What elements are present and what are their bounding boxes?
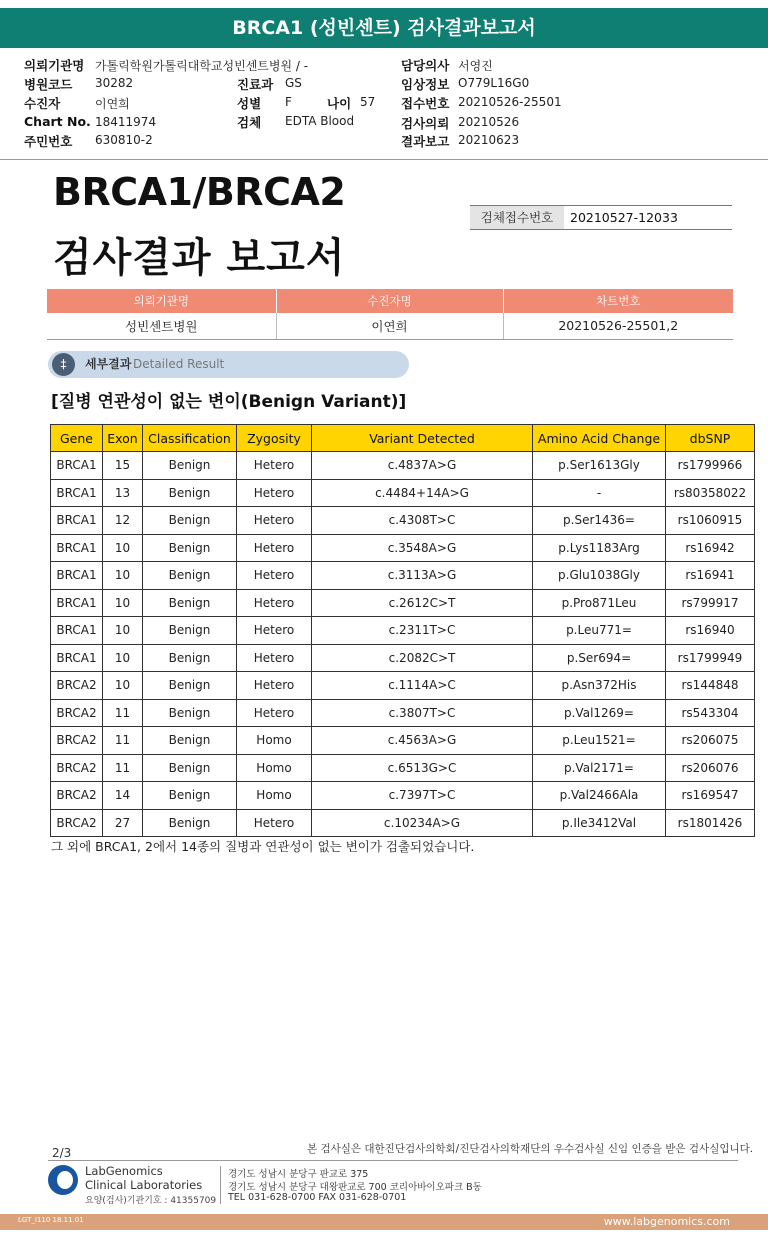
cell-variant: c.1114A>C [312,672,533,700]
variant-row [51,782,755,810]
variant-row [51,727,755,755]
company-name: LabGenomics [85,1164,163,1178]
cell-dbsnp: rs144848 [666,672,755,700]
cell-dbsnp: rs799917 [666,589,755,617]
cell-zygosity: Hetero [237,452,312,480]
cell-dbsnp: rs16940 [666,617,755,645]
col-header-institution: 의뢰기관명 [47,289,276,313]
doctor-value: 서영진 [458,59,493,73]
cell-amino-acid: p.Lys1183Arg [533,534,666,562]
cell-dbsnp: rs16942 [666,534,755,562]
cell-classification: Benign [143,534,237,562]
cell-institution: 성빈센트병원 [47,313,276,339]
cell-patient: 이연희 [276,313,503,339]
cell-exon: 10 [103,617,143,645]
cell-classification: Benign [143,452,237,480]
cell-amino-acid: p.Ser1613Gly [533,452,666,480]
variant-row [51,672,755,700]
cell-dbsnp: rs543304 [666,699,755,727]
phone-fax: TEL 031-628-0700 FAX 031-628-0701 [228,1192,407,1203]
cell-gene: BRCA1 [51,479,103,507]
cell-classification: Benign [143,754,237,782]
cell-exon: 27 [103,809,143,837]
sex-label: 성별 [237,96,262,111]
dept-value: GS [285,76,302,90]
cell-gene: BRCA1 [51,507,103,535]
cell-dbsnp: rs80358022 [666,479,755,507]
cell-zygosity: Hetero [237,534,312,562]
doctor-label: 담당의사 [401,58,450,73]
cell-amino-acid: p.Val1269= [533,699,666,727]
variant-row [51,754,755,782]
sex-value: F [285,95,292,109]
cell-classification: Benign [143,782,237,810]
cell-gene: BRCA1 [51,644,103,672]
cell-zygosity: Hetero [237,479,312,507]
variant-row [51,534,755,562]
hospital-code-label: 병원코드 [24,77,73,92]
cell-variant: c.2082C>T [312,644,533,672]
cell-amino-acid: p.Val2171= [533,754,666,782]
variant-table [50,424,755,837]
cell-gene: BRCA2 [51,809,103,837]
cell-gene: BRCA1 [51,589,103,617]
cell-exon: 10 [103,562,143,590]
cell-amino-acid: p.Pro871Leu [533,589,666,617]
dept-label: 진료과 [237,77,274,92]
cell-classification: Benign [143,589,237,617]
cell-amino-acid: p.Ser1436= [533,507,666,535]
cell-classification: Benign [143,479,237,507]
cell-amino-acid: p.Ile3412Val [533,809,666,837]
receipt-label: 접수번호 [401,96,450,111]
cell-dbsnp: rs1801426 [666,809,755,837]
footer-divider [48,1160,738,1161]
cell-gene: BRCA2 [51,754,103,782]
cell-dbsnp: rs169547 [666,782,755,810]
age-label: 나이 [327,96,352,111]
cell-classification: Benign [143,507,237,535]
detail-label-en: Detailed Result [133,357,225,371]
variant-row [51,699,755,727]
cell-gene: BRCA1 [51,452,103,480]
cell-amino-acid: p.Leu1521= [533,727,666,755]
cell-variant: c.2612C>T [312,589,533,617]
cell-gene: BRCA2 [51,727,103,755]
report-date-value: 20210623 [458,133,520,147]
cell-zygosity: Hetero [237,562,312,590]
cell-zygosity: Homo [237,754,312,782]
cell-exon: 10 [103,644,143,672]
cell-classification: Benign [143,727,237,755]
variant-row [51,452,755,480]
cell-exon: 11 [103,754,143,782]
cell-zygosity: Hetero [237,507,312,535]
certification-text: 본 검사실은 대한진단검사의학회/진단검사의학재단의 우수검사실 신임 인증을 받은 검사실입니다. [307,1143,754,1155]
col-header-patient: 수진자명 [276,289,503,313]
cell-zygosity: Hetero [237,589,312,617]
chart-no-value: 18411974 [95,115,157,129]
cell-variant: c.10234A>G [312,809,533,837]
variant-summary-note: 그 외에 BRCA1, 2에서 14종의 질병과 연관성이 없는 변이가 검출되었습니다. [51,839,475,854]
institution-value: 가톨릭학원가톨릭대학교성빈센트병원 / - [95,59,309,73]
request-value: 20210526 [458,115,520,129]
col-header-chart: 차트번호 [503,289,733,313]
col-header-variant: Variant Detected [312,425,533,452]
cell-variant: c.3548A>G [312,534,533,562]
address-line1: 경기도 성남시 분당구 판교로 375 [228,1169,369,1180]
specimen-receipt-box [470,205,732,230]
cell-amino-acid: p.Val2466Ala [533,782,666,810]
form-code: LGT_I110 18.11.01 [18,1216,84,1224]
detailed-result-pill [48,351,409,378]
cell-dbsnp: rs1060915 [666,507,755,535]
report-title-line1: BRCA1/BRCA2 [53,170,346,214]
cell-dbsnp: rs1799949 [666,644,755,672]
cell-variant: c.4837A>G [312,452,533,480]
specimen-receipt-value: 20210527-12033 [570,210,678,225]
cell-variant: c.6513G>C [312,754,533,782]
cell-gene: BRCA2 [51,782,103,810]
institution-label: 의뢰기관명 [24,58,85,73]
cell-gene: BRCA2 [51,672,103,700]
cell-zygosity: Homo [237,782,312,810]
cell-dbsnp: rs16941 [666,562,755,590]
specimen-label: 검체 [237,115,262,130]
cell-exon: 11 [103,727,143,755]
cell-amino-acid: - [533,479,666,507]
specimen-value: EDTA Blood [285,114,355,128]
cell-gene: BRCA2 [51,699,103,727]
patient-value: 이연희 [95,97,130,111]
ribbon-icon: ‡ [52,353,75,376]
cell-variant: c.3113A>G [312,562,533,590]
cell-exon: 12 [103,507,143,535]
variant-row [51,644,755,672]
hospital-code-value: 30282 [95,76,134,90]
cell-gene: BRCA1 [51,562,103,590]
variant-row [51,507,755,535]
report-title-line2: 검사결과 보고서 [53,235,346,281]
section-title: [질병 연관성이 없는 변이(Benign Variant)] [51,392,407,412]
license-number: 요양(검사)기관기호 : 41355709 [85,1196,217,1206]
cell-classification: Benign [143,699,237,727]
cell-exon: 13 [103,479,143,507]
variant-row [51,562,755,590]
resident-value: 630810-2 [95,133,153,147]
clinical-label: 임상정보 [401,77,450,92]
footer-bar [0,1214,768,1230]
cell-variant: c.3807T>C [312,699,533,727]
receipt-value: 20210526-25501 [458,95,562,109]
cell-zygosity: Hetero [237,699,312,727]
chart-no-label: Chart No. [24,114,91,129]
report-header-title: BRCA1 (성빈센트) 검사결과보고서 [0,8,768,48]
cell-classification: Benign [143,672,237,700]
cell-amino-acid: p.Leu771= [533,617,666,645]
age-value: 57 [360,95,376,109]
resident-label: 주민번호 [24,134,73,149]
cell-exon: 15 [103,452,143,480]
cell-gene: BRCA1 [51,534,103,562]
cell-variant: c.7397T>C [312,782,533,810]
patient-label: 수진자 [24,96,61,111]
cell-exon: 14 [103,782,143,810]
cell-classification: Benign [143,617,237,645]
detail-label-ko: 세부결과 [85,357,132,371]
cell-amino-acid: p.Ser694= [533,644,666,672]
variant-row [51,809,755,837]
variant-row [51,617,755,645]
cell-exon: 10 [103,672,143,700]
company-subtitle: Clinical Laboratories [85,1178,203,1192]
col-header-zygosity: Zygosity [237,425,312,452]
cell-variant: c.2311T>C [312,617,533,645]
cell-gene: BRCA1 [51,617,103,645]
cell-exon: 10 [103,534,143,562]
col-header-classification: Classification [143,425,237,452]
cell-dbsnp: rs206076 [666,754,755,782]
col-header-amino-acid: Amino Acid Change [533,425,666,452]
footer-separator [220,1166,221,1204]
cell-zygosity: Homo [237,727,312,755]
clinical-value: O779L16G0 [458,76,530,90]
patient-summary-table [47,289,733,340]
cell-variant: c.4484+14A>G [312,479,533,507]
cell-amino-acid: p.Asn372His [533,672,666,700]
labgenomics-logo-icon [48,1165,78,1195]
cell-classification: Benign [143,562,237,590]
page-number: 2/3 [52,1146,72,1160]
cell-exon: 11 [103,699,143,727]
cell-zygosity: Hetero [237,809,312,837]
cell-exon: 10 [103,589,143,617]
request-label: 검사의뢰 [401,116,450,131]
cell-chart: 20210526-25501,2 [503,313,733,339]
variant-row [51,479,755,507]
cell-zygosity: Hetero [237,672,312,700]
cell-zygosity: Hetero [237,617,312,645]
col-header-dbsnp: dbSNP [666,425,755,452]
cell-dbsnp: rs206075 [666,727,755,755]
address-line2: 경기도 성남시 분당구 대왕판교로 700 코리아바이오파크 B동 [228,1182,482,1193]
variant-row [51,589,755,617]
cell-zygosity: Hetero [237,644,312,672]
cell-variant: c.4308T>C [312,507,533,535]
cell-classification: Benign [143,644,237,672]
col-header-gene: Gene [51,425,103,452]
website-link[interactable]: www.labgenomics.com [603,1215,730,1228]
cell-classification: Benign [143,809,237,837]
col-header-exon: Exon [103,425,143,452]
report-date-label: 결과보고 [401,134,450,149]
patient-info-block [0,52,768,160]
cell-dbsnp: rs1799966 [666,452,755,480]
cell-amino-acid: p.Glu1038Gly [533,562,666,590]
cell-variant: c.4563A>G [312,727,533,755]
specimen-receipt-label: 검체접수번호 [470,206,564,229]
